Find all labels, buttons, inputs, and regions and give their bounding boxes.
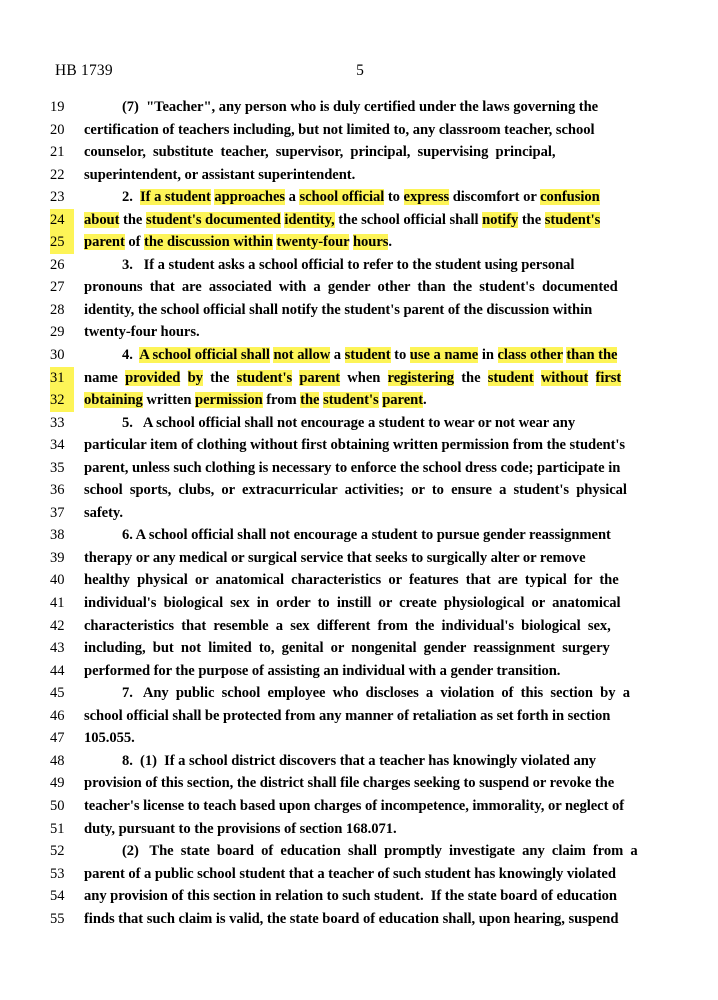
line-number: 47	[50, 730, 65, 747]
plain-text: performed for the purpose of assisting an individual with a gender transition.	[84, 662, 561, 679]
plain-text: discomfort	[449, 189, 524, 206]
plain-text: (7) "Teacher", any person who is duly certified under the laws governing the	[122, 99, 599, 115]
plain-text: characteristics that resemble a sex different from the individual's biological sex,	[84, 617, 611, 634]
plain-text: .	[388, 234, 392, 251]
bill-line	[0, 434, 718, 457]
line-text	[84, 96, 710, 119]
plain-text: twenty-four hours.	[84, 324, 200, 341]
line-number: 36	[50, 482, 65, 499]
plain-text: teacher's license to teach based upon charges of incompetence, immorality, or neglect of	[84, 797, 625, 814]
plain-text: a	[330, 347, 345, 364]
line-number: 39	[50, 549, 65, 566]
plain-text: superintendent, or assistant superintendent.	[84, 166, 356, 183]
line-number: 45	[50, 685, 65, 702]
line-number: 46	[50, 707, 65, 724]
bill-line	[0, 209, 718, 232]
line-number: 42	[50, 617, 65, 634]
line-text	[84, 186, 710, 209]
plain-text: when	[340, 369, 388, 386]
line-text	[84, 321, 710, 344]
bill-identifier: HB 1739	[55, 62, 113, 79]
line-text	[84, 276, 710, 299]
line-text	[84, 705, 710, 728]
highlighted-text: identity,	[284, 211, 335, 228]
plain-text	[180, 370, 187, 386]
plain-text: 105.055.	[84, 730, 135, 747]
highlighted-text: about	[84, 211, 120, 228]
line-number: 20	[50, 121, 65, 138]
line-text	[84, 727, 710, 750]
highlighted-text: obtaining	[84, 392, 143, 409]
plain-text: to	[384, 189, 404, 206]
bill-line	[0, 660, 718, 683]
bill-line	[0, 367, 718, 390]
line-number: 28	[50, 301, 65, 318]
plain-text: safety.	[84, 504, 123, 521]
highlighted-text: parent	[84, 234, 125, 251]
plain-text: 2.	[122, 189, 141, 206]
plain-text: the school official shall	[334, 211, 483, 228]
plain-text: identity, the school official shall notify the student's parent of the discussion within	[84, 301, 593, 318]
bill-line	[0, 615, 718, 638]
line-number: 22	[50, 166, 65, 183]
highlighted-text: than the	[566, 347, 618, 364]
line-text	[84, 141, 710, 164]
highlighted-text: parent	[299, 369, 341, 386]
line-number: 34	[50, 437, 65, 454]
line-number: 19	[50, 99, 65, 115]
highlighted-text: provided	[125, 369, 181, 386]
plain-text: therapy or any medical or surgical service that seeks to surgically alter or remove	[84, 549, 586, 566]
plain-text: 8. (1) If a school district discovers that a teacher has knowingly violated any	[122, 752, 597, 769]
bill-line	[0, 727, 718, 750]
line-number: 41	[50, 595, 65, 612]
plain-text: .	[423, 392, 427, 409]
line-number: 30	[50, 347, 65, 364]
bill-line	[0, 863, 718, 886]
plain-text: a	[285, 189, 300, 206]
line-text	[84, 457, 710, 480]
highlighted-text: student's documented	[145, 211, 281, 228]
bill-line	[0, 457, 718, 480]
bill-line	[0, 524, 718, 547]
line-number: 32	[50, 389, 74, 412]
bill-line	[0, 299, 718, 322]
bill-line	[0, 705, 718, 728]
line-text	[84, 660, 710, 683]
line-text	[84, 209, 710, 232]
line-number: 23	[50, 189, 65, 206]
bill-line	[0, 186, 718, 209]
bill-line	[0, 818, 718, 841]
highlighted-text: school official	[299, 189, 385, 206]
line-text	[84, 119, 710, 142]
highlighted-text: express	[403, 189, 450, 206]
highlighted-text: class other	[497, 347, 563, 364]
highlighted-text: student's	[236, 369, 293, 386]
plain-text: in	[478, 347, 498, 364]
plain-text: written	[146, 392, 192, 409]
line-text	[84, 367, 710, 390]
page-number: 5	[356, 62, 364, 79]
highlighted-text: registering	[387, 369, 455, 386]
bill-line	[0, 885, 718, 908]
line-number: 52	[50, 843, 65, 860]
bill-line	[0, 344, 718, 367]
plain-text: school sports, clubs, or extracurricular activities; or to ensure a student's physical	[84, 482, 627, 499]
bill-line	[0, 231, 718, 254]
line-number: 31	[50, 367, 74, 390]
plain-text: parent of a public school student that a teacher of such student has knowingly violated	[84, 865, 616, 882]
bill-line	[0, 592, 718, 615]
line-text	[84, 389, 710, 412]
plain-text	[534, 370, 541, 386]
bill-line	[0, 840, 718, 863]
line-text	[84, 772, 710, 795]
highlighted-text: hours	[352, 234, 389, 251]
line-text	[84, 840, 710, 863]
line-text	[84, 164, 710, 187]
plain-text: the	[202, 369, 237, 386]
bill-line	[0, 750, 718, 773]
bill-line	[0, 389, 718, 412]
highlighted-text: parent	[382, 392, 423, 409]
plain-text: including, but not limited to, genital or nongenital gender reassignment surgery	[84, 640, 610, 657]
plain-text: to	[390, 347, 410, 364]
line-text	[84, 908, 710, 931]
highlighted-text: by	[187, 369, 203, 386]
line-number: 27	[50, 279, 65, 296]
highlighted-text: the discussion within	[144, 234, 273, 251]
line-text	[84, 637, 710, 660]
line-number: 37	[50, 504, 65, 521]
plain-text: school official shall be protected from any manner of retaliation as set forth in section	[84, 707, 611, 724]
highlighted-text: approaches	[214, 189, 286, 206]
bill-line	[0, 254, 718, 277]
bill-line	[0, 569, 718, 592]
plain-text	[588, 370, 595, 386]
plain-text: provision of this section, the district shall file charges seeking to suspend or revoke the	[84, 775, 615, 792]
highlighted-text: the	[300, 392, 320, 409]
highlighted-text: student	[487, 369, 534, 386]
line-number: 43	[50, 640, 65, 657]
highlighted-text: first	[595, 369, 622, 386]
plain-text: certification of teachers including, but not limited to, any classroom teacher, school	[84, 121, 595, 138]
line-number: 33	[50, 414, 65, 431]
line-number: 38	[50, 527, 65, 544]
line-text	[84, 863, 710, 886]
highlighted-text: permission	[195, 392, 263, 409]
line-text	[84, 254, 710, 277]
line-number: 21	[50, 144, 65, 161]
bill-line	[0, 795, 718, 818]
highlighted-text: A school official shall	[139, 347, 270, 364]
line-text	[84, 885, 710, 908]
plain-text: 4.	[122, 347, 140, 364]
plain-text: 3. If a student asks a school official to refer to the student using personal	[122, 256, 575, 273]
plain-text: 6. A school official shall not encourage a student to pursue gender reassignment	[122, 527, 611, 544]
plain-text: pronouns that are associated with a gender other than the student's documented	[84, 279, 618, 296]
bill-line	[0, 141, 718, 164]
plain-text: parent, unless such clothing is necessary to enforce the school dress code; participate in	[84, 459, 621, 476]
plain-text: the	[518, 211, 545, 228]
line-text	[84, 434, 710, 457]
plain-text: name	[84, 369, 118, 386]
plain-text: individual's biological sex in order to instill or create physiological or anatomical	[84, 595, 621, 612]
line-number: 48	[50, 752, 65, 769]
plain-text: particular item of clothing without first obtaining written permission from the student's	[84, 437, 626, 454]
running-head	[55, 62, 665, 82]
line-text	[84, 344, 710, 367]
highlighted-text: notify	[482, 211, 519, 228]
plain-text	[118, 370, 125, 386]
highlighted-text: twenty-four	[276, 234, 350, 251]
bill-line	[0, 96, 718, 119]
line-number: 53	[50, 865, 65, 882]
line-text	[84, 592, 710, 615]
line-text	[84, 524, 710, 547]
plain-text: any provision of this section in relation to such student. If the state board of education	[84, 888, 617, 905]
line-text	[84, 299, 710, 322]
line-text	[84, 502, 710, 525]
line-number: 50	[50, 797, 65, 814]
highlighted-text: student's	[323, 392, 379, 409]
bill-line	[0, 637, 718, 660]
bill-line	[0, 276, 718, 299]
bill-line	[0, 164, 718, 187]
highlighted-text: student's	[544, 211, 601, 228]
highlighted-text: not allow	[273, 347, 331, 364]
line-number: 24	[50, 209, 74, 232]
line-number: 29	[50, 324, 65, 341]
highlighted-text: use a name	[409, 347, 479, 364]
line-number: 44	[50, 662, 65, 679]
bill-line	[0, 547, 718, 570]
bill-line	[0, 502, 718, 525]
plain-text: 5. A school official shall not encourage a student to wear or not wear any	[122, 414, 576, 431]
plain-text: the	[454, 369, 488, 386]
line-text	[84, 479, 710, 502]
line-text	[84, 818, 710, 841]
line-text	[84, 615, 710, 638]
plain-text: finds that such claim is valid, the state board of education shall, upon hearing, suspend	[84, 910, 619, 927]
plain-text: from	[262, 392, 301, 409]
line-number: 49	[50, 775, 65, 792]
line-number: 51	[50, 820, 65, 837]
highlighted-text: If a student	[140, 189, 211, 206]
bill-line	[0, 119, 718, 142]
plain-text: counselor, substitute teacher, supervisor, principal, supervising principal,	[84, 144, 556, 161]
line-text	[84, 750, 710, 773]
line-number: 54	[50, 888, 65, 905]
line-text	[84, 569, 710, 592]
plain-text: the	[119, 211, 146, 228]
line-text	[84, 231, 710, 254]
bill-line	[0, 908, 718, 931]
highlighted-text: without	[540, 369, 589, 386]
line-number: 35	[50, 459, 65, 476]
bill-line	[0, 682, 718, 705]
line-number: 26	[50, 256, 65, 273]
bill-line	[0, 321, 718, 344]
line-text	[84, 795, 710, 818]
line-text	[84, 412, 710, 435]
highlighted-text: confusion	[540, 189, 600, 206]
bill-line	[0, 479, 718, 502]
line-text	[84, 682, 710, 705]
line-text	[84, 547, 710, 570]
plain-text: or	[523, 189, 537, 206]
bill-line	[0, 412, 718, 435]
plain-text: 7. Any public school employee who discloses a violation of this section by a	[122, 685, 630, 702]
line-number: 55	[50, 910, 65, 927]
plain-text: healthy physical or anatomical characteristics or features that are typical for the	[84, 572, 619, 589]
line-number: 25	[50, 231, 74, 254]
plain-text: duty, pursuant to the provisions of section 168.071.	[84, 820, 397, 837]
plain-text: (2) The state board of education shall promptly investigate any claim from a	[122, 843, 638, 860]
bill-line	[0, 772, 718, 795]
bill-text-body	[0, 96, 718, 930]
plain-text: of	[124, 234, 145, 251]
highlighted-text: student	[344, 347, 391, 364]
line-number: 40	[50, 572, 65, 589]
